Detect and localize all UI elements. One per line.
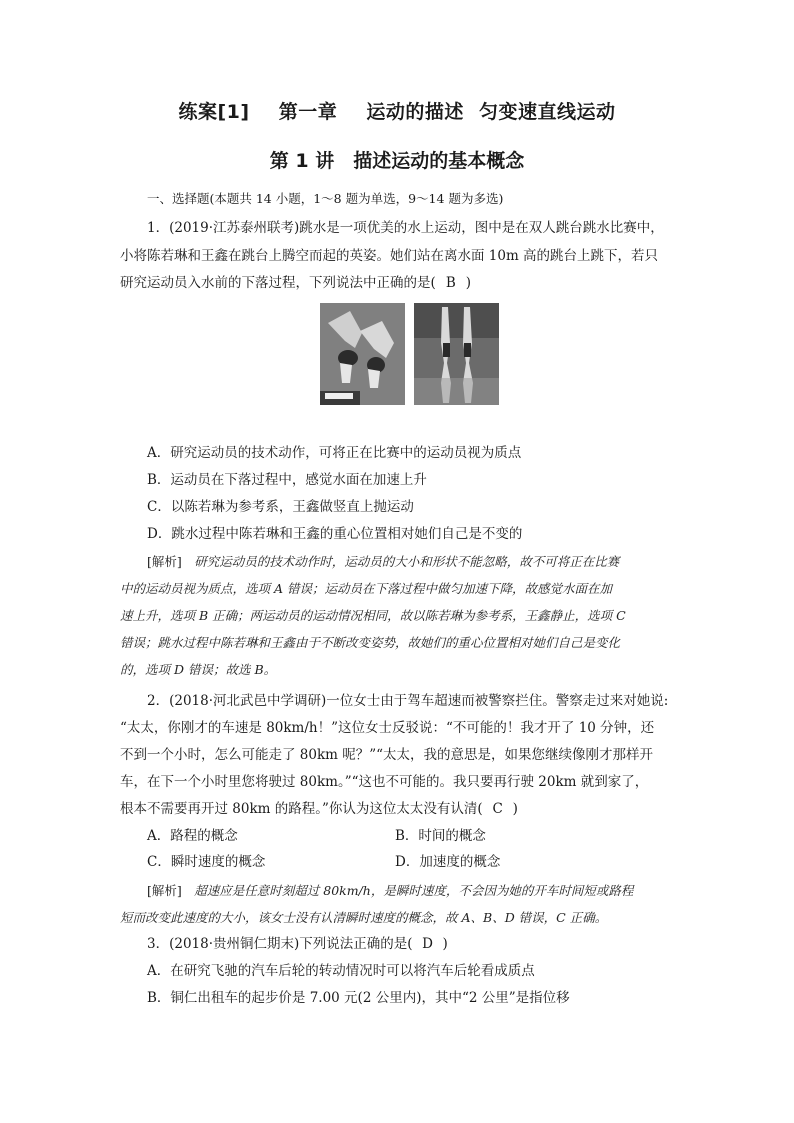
q3-answer: D (422, 936, 433, 952)
q2-line1: 2．(2018·河北武邑中学调研)一位女士由于驾车超速而被警察拦住。警察走过来对她说: (147, 693, 669, 709)
q1-analysis-line3: 速上升，选项 B 正确；两运动员的运动情况相同，故以陈若琳为参考系，王鑫静止，选项 C (120, 608, 626, 623)
q1-option-d: D．跳水过程中陈若琳和王鑫的重心位置相对她们自己是不变的 (147, 526, 523, 542)
q2-option-a: A．路程的概念 (147, 828, 238, 844)
q1-answer: B (445, 275, 456, 291)
chapter-label: 第一章 (278, 101, 338, 123)
q2-line5 (120, 797, 640, 823)
diving-photos (320, 303, 500, 405)
q3-option-a: A．在研究飞驰的汽车后轮的转动情况时可以将汽车后轮看成质点 (147, 963, 535, 979)
divers-midair-photo (320, 303, 405, 405)
q1-line1: 1．(2019·江苏泰州联考)跳水是一项优美的水上运动，图中是在双人跳台跳水比赛中， (147, 220, 664, 236)
q2-answer: C (492, 801, 503, 817)
q1-analysis-line5: 的，选项 D 错误；故选 B。 (120, 662, 277, 677)
q2-option-d: D．加速度的概念 (395, 854, 501, 870)
exercise-label: 练案[1] (178, 101, 250, 123)
q1-option-a: A．研究运动员的技术动作，可将正在比赛中的运动员视为质点 (147, 445, 522, 461)
q3-stem: 3．(2018·贵州铜仁期末)下列说法正确的是( (147, 936, 413, 952)
q2-option-c: C．瞬时速度的概念 (147, 854, 266, 870)
q1-analysis-tag: [解析] (147, 554, 182, 569)
q2-line3: 不到一个小时，怎么可能走了 80km 呢？”“太太，我的意思是，如果您继续像刚才那样开 (120, 747, 654, 763)
chapter-title (0, 97, 794, 124)
q1-stem-end: 研究运动员入水前的下落过程，下列说法中正确的是( (120, 275, 436, 291)
subtopic-label: 匀变速直线运动 (478, 101, 616, 123)
q2-stem-end: 根本不需要再开过 80km 的路程。”你认为这位太太没有认清( (120, 801, 483, 817)
topic-label: 运动的描述 (366, 101, 464, 123)
q1-option-b: B．运动员在下落过程中，感觉水面在加速上升 (147, 472, 427, 488)
q3-close-paren: ) (442, 936, 448, 952)
q1-analysis-line1 (147, 549, 672, 575)
q1-analysis-line4: 错误；跳水过程中陈若琳和王鑫由于不断改变姿势，故她们的重心位置相对她们自己是变化 (120, 635, 621, 650)
q2-analysis-text1: 超速应是任意时刻超过 80km/h，是瞬时速度，不会因为她的开车时间短或路程 (181, 883, 634, 898)
q2-analysis-tag: [解析] (147, 883, 182, 898)
q2-analysis-line2: 短而改变此速度的大小，该女士没有认清瞬时速度的概念，故 A、B、D 错误，C 正确。 (120, 910, 608, 925)
q2-line4: 车，在下一个小时里您将驶过 80km。”“这也不可能的。我只要再行驶 20km 就到家了， (120, 774, 649, 790)
q2-line2: “太太，你刚才的车速是 80km/h！”这位女士反驳说：“不可能的！我才开了 10 分钟，还 (120, 720, 655, 736)
section-heading: 一、选择题(本题共 14 小题，1～8 题为单选，9～14 题为多选) (147, 191, 504, 206)
q3-line1 (147, 932, 667, 958)
q1-analysis-text1: 研究运动员的技术动作时，运动员的大小和形状不能忽略，故不可将正在比赛 (181, 554, 620, 569)
q1-analysis-line2: 中的运动员视为质点，选项 A 错误；运动员在下落过程中做匀加速下降，故感觉水面在加 (120, 581, 612, 596)
q2-close-paren: ) (512, 801, 518, 817)
lesson-title: 第 1 讲 描述运动的基本概念 (269, 150, 525, 172)
q1-option-c: C．以陈若琳为参考系，王鑫做竖直上抛运动 (147, 499, 414, 515)
q1-line2: 小将陈若琳和王鑫在跳台上腾空而起的英姿。她们站在离水面 10m 高的跳台上跳下，若只 (120, 248, 659, 264)
q3-option-b: B．铜仁出租车的起步价是 7.00 元(2 公里内)，其中“2 公里”是指位移 (147, 990, 570, 1006)
q2-analysis-line1 (147, 878, 672, 904)
q1-close-paren: ) (465, 275, 472, 291)
q1-line3 (120, 271, 640, 297)
divers-entry-photo (414, 303, 499, 405)
q2-option-b: B．时间的概念 (395, 828, 486, 844)
